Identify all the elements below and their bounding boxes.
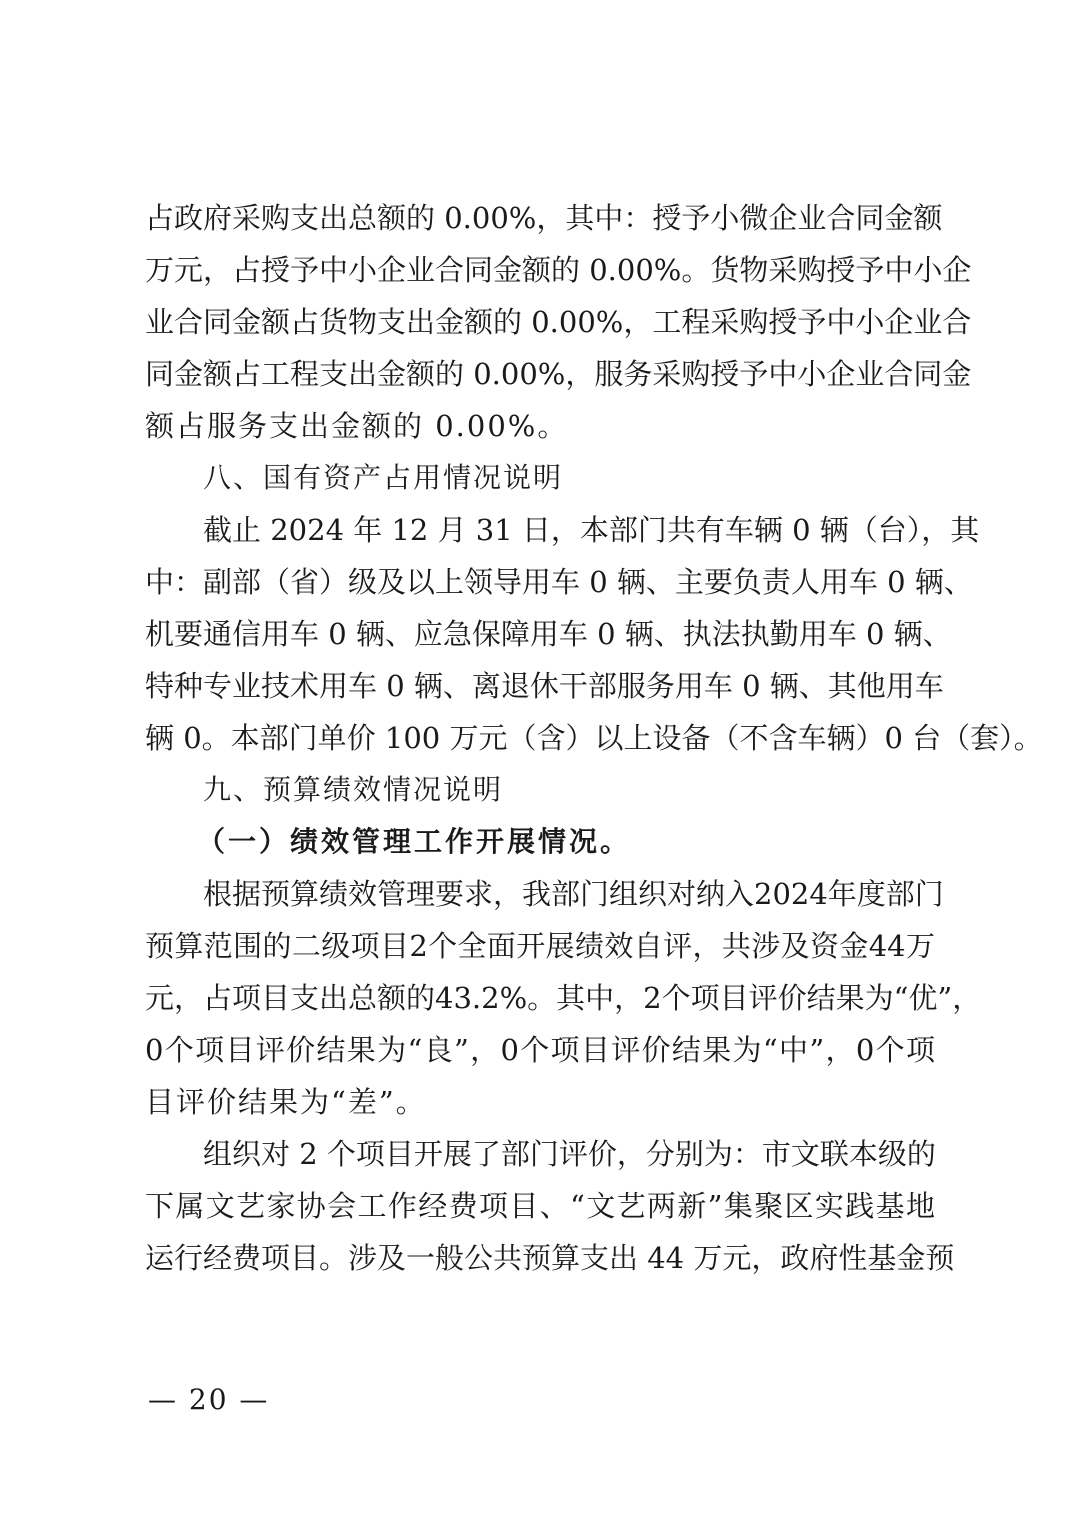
paragraph-line: 万元，占授予中小企业合同金额的 0.00%。货物采购授予中小企 [145,253,972,287]
paragraph-line: 组织对 2 个项目开展了部门评价，分别为：市文联本级的 [203,1137,936,1171]
page-number: — 20 — [148,1383,270,1416]
paragraph-line: 下属文艺家协会工作经费项目、“文艺两新”集聚区实践基地 [145,1189,935,1223]
paragraph-line: 预算范围的二级项目2个全面开展绩效自评，共涉及资金44万 [145,929,935,963]
paragraph-line: 业合同金额占货物支出金额的 0.00%，工程采购授予中小企业合 [145,305,972,339]
paragraph-line: 根据预算绩效管理要求，我部门组织对纳入2024年度部门 [203,877,944,911]
paragraph-line: 同金额占工程支出金额的 0.00%，服务采购授予中小企业合同金 [145,357,972,391]
section-heading-8: 八、国有资产占用情况说明 [203,461,564,494]
paragraph-line: 截止 2024 年 12 月 31 日，本部门共有车辆 0 辆（台），其 [203,513,980,547]
section-heading-9: 九、预算绩效情况说明 [203,773,504,806]
paragraph-line: 机要通信用车 0 辆、应急保障用车 0 辆、执法执勤用车 0 辆、 [145,617,952,651]
paragraph-line: 中：副部（省）级及以上领导用车 0 辆、主要负责人用车 0 辆、 [145,565,973,599]
subsection-heading-9-1: （一）绩效管理工作开展情况。 [197,825,632,858]
paragraph-line: 0个项目评价结果为“良”，0个项目评价结果为“中”，0个项 [145,1033,935,1067]
paragraph-line: 额占服务支出金额的 0.00%。 [145,409,569,443]
paragraph-line: 运行经费项目。涉及一般公共预算支出 44 万元，政府性基金预 [145,1241,955,1275]
paragraph-line: 辆 0。本部门单价 100 万元（含）以上设备（不含车辆）0 台（套）。 [145,721,1043,755]
paragraph-line: 占政府采购支出总额的 0.00%，其中：授予小微企业合同金额 [145,201,943,235]
paragraph-line: 目评价结果为“差”。 [145,1085,427,1119]
paragraph-line: 特种专业技术用车 0 辆、离退休干部服务用车 0 辆、其他用车 [145,669,944,703]
paragraph-line: 元，占项目支出总额的43.2%。其中，2个项目评价结果为“优”， [145,981,982,1015]
